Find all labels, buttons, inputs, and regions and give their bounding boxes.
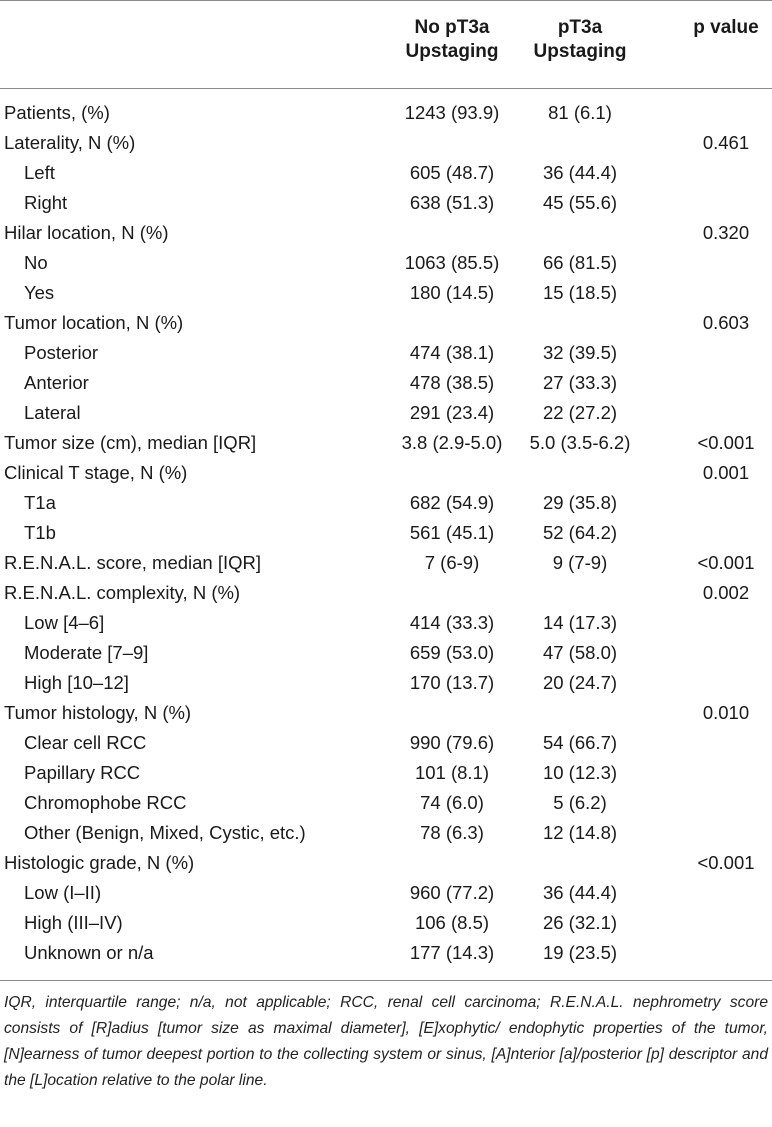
no-upstaging-value: 177 (14.3) — [409, 942, 495, 963]
table-row — [0, 788, 772, 818]
row-label: T1a — [24, 492, 56, 513]
row-label: No — [24, 252, 48, 273]
table-row — [0, 938, 772, 968]
table-row — [0, 668, 772, 698]
table-row — [0, 428, 772, 458]
row-label: High [10–12] — [24, 672, 129, 693]
row-label: Patients, (%) — [4, 102, 110, 123]
data-table — [0, 98, 772, 968]
p-value: <0.001 — [697, 852, 755, 873]
table-row — [0, 608, 772, 638]
table-row — [0, 698, 772, 728]
table-row — [0, 638, 772, 668]
table-row — [0, 218, 772, 248]
upstaging-value: 26 (32.1) — [542, 912, 618, 933]
table-row — [0, 458, 772, 488]
no-upstaging-value: 170 (13.7) — [409, 672, 495, 693]
row-label: Tumor location, N (%) — [4, 312, 184, 333]
upstaging-value: 10 (12.3) — [542, 762, 618, 783]
upstaging-value: 32 (39.5) — [542, 342, 618, 363]
upstaging-value: 14 (17.3) — [542, 612, 618, 633]
upstaging-value: 36 (44.4) — [542, 162, 618, 183]
upstaging-value: 54 (66.7) — [542, 732, 618, 753]
upstaging-value: 27 (33.3) — [542, 372, 618, 393]
row-label: Moderate [7–9] — [24, 642, 149, 663]
no-upstaging-value: 478 (38.5) — [409, 372, 495, 393]
header-upstaging-line2: Upstaging — [533, 41, 627, 62]
table-row — [0, 158, 772, 188]
no-upstaging-value: 180 (14.5) — [409, 282, 495, 303]
row-label: T1b — [24, 522, 56, 543]
row-label: High (III–IV) — [24, 912, 123, 933]
row-label: Left — [24, 162, 55, 183]
upstaging-value: 5.0 (3.5-6.2) — [529, 432, 631, 453]
table-row — [0, 758, 772, 788]
p-value: 0.603 — [702, 312, 750, 333]
table-row — [0, 188, 772, 218]
table-row — [0, 878, 772, 908]
no-upstaging-value: 106 (8.5) — [414, 912, 490, 933]
p-value: 0.001 — [702, 462, 750, 483]
upstaging-value: 22 (27.2) — [542, 402, 618, 423]
table-footnote: IQR, interquartile range; n/a, not applicable; RCC, renal cell carcinoma; R.E.N.A.L. nephrometry score consists of [R]adius [tumor size as maximal diameter], [E]xophytic/ endophytic properties of the tumor, [N]earness of tumor deepest portion to the collecting system or sinus, [A]nterior [a]/posterior [p] descriptor and the [L]ocation relative to the polar line. — [4, 994, 768, 1089]
table-row — [0, 278, 772, 308]
row-label: Posterior — [24, 342, 99, 363]
header-no-upstaging-line1: No pT3a — [414, 17, 490, 38]
upstaging-value: 66 (81.5) — [542, 252, 618, 273]
row-label: Clinical T stage, N (%) — [4, 462, 188, 483]
table-row — [0, 908, 772, 938]
upstaging-value: 29 (35.8) — [542, 492, 618, 513]
row-label: Anterior — [24, 372, 89, 393]
p-value: <0.001 — [697, 432, 755, 453]
no-upstaging-value: 101 (8.1) — [414, 762, 490, 783]
no-upstaging-value: 414 (33.3) — [409, 612, 495, 633]
no-upstaging-value: 74 (6.0) — [420, 792, 484, 813]
header-no-upstaging-line2: Upstaging — [405, 41, 499, 62]
no-upstaging-value: 291 (23.4) — [409, 402, 495, 423]
no-upstaging-value: 1063 (85.5) — [404, 252, 500, 273]
p-value: 0.010 — [702, 702, 750, 723]
no-upstaging-value: 561 (45.1) — [409, 522, 495, 543]
upstaging-value: 19 (23.5) — [542, 942, 618, 963]
no-upstaging-value: 990 (79.6) — [409, 732, 495, 753]
row-label: Other (Benign, Mixed, Cystic, etc.) — [24, 822, 306, 843]
upstaging-value: 81 (6.1) — [548, 102, 612, 123]
row-label: Chromophobe RCC — [24, 792, 187, 813]
table-row — [0, 518, 772, 548]
p-value: 0.320 — [702, 222, 750, 243]
upstaging-value: 20 (24.7) — [542, 672, 618, 693]
row-label: Lateral — [24, 402, 81, 423]
upstaging-value: 47 (58.0) — [542, 642, 618, 663]
table-row — [0, 368, 772, 398]
row-label: Low (I–II) — [24, 882, 102, 903]
upstaging-value: 12 (14.8) — [542, 822, 618, 843]
row-label: Hilar location, N (%) — [4, 222, 169, 243]
no-upstaging-value: 682 (54.9) — [409, 492, 495, 513]
upstaging-value: 5 (6.2) — [553, 792, 607, 813]
table-row — [0, 848, 772, 878]
row-label: Right — [24, 192, 68, 213]
no-upstaging-value: 7 (6-9) — [424, 552, 480, 573]
no-upstaging-value: 605 (48.7) — [409, 162, 495, 183]
row-label: Yes — [24, 282, 55, 303]
row-label: Clear cell RCC — [24, 732, 147, 753]
table-row — [0, 128, 772, 158]
header-p-value-label: p value — [693, 17, 759, 38]
table-row — [0, 548, 772, 578]
table-row — [0, 98, 772, 128]
row-label: Papillary RCC — [24, 762, 141, 783]
header-upstaging — [510, 16, 650, 64]
no-upstaging-value: 3.8 (2.9-5.0) — [401, 432, 503, 453]
table-row — [0, 248, 772, 278]
upstaging-value: 36 (44.4) — [542, 882, 618, 903]
header-upstaging-line1: pT3a — [557, 17, 603, 38]
p-value: 0.002 — [702, 582, 750, 603]
row-label: Laterality, N (%) — [4, 132, 136, 153]
no-upstaging-value: 960 (77.2) — [409, 882, 495, 903]
no-upstaging-value: 638 (51.3) — [409, 192, 495, 213]
header-p-value — [680, 16, 772, 40]
p-value: 0.461 — [702, 132, 750, 153]
no-upstaging-value: 474 (38.1) — [409, 342, 495, 363]
row-label: R.E.N.A.L. score, median [IQR] — [4, 552, 262, 573]
row-label: Tumor size (cm), median [IQR] — [4, 432, 257, 453]
row-label: Histologic grade, N (%) — [4, 852, 195, 873]
table-row — [0, 818, 772, 848]
row-label: Unknown or n/a — [24, 942, 154, 963]
no-upstaging-value: 659 (53.0) — [409, 642, 495, 663]
table-row — [0, 338, 772, 368]
upstaging-value: 52 (64.2) — [542, 522, 618, 543]
row-label: Low [4–6] — [24, 612, 105, 633]
table-row — [0, 488, 772, 518]
bottom-rule — [0, 980, 772, 981]
no-upstaging-value: 78 (6.3) — [420, 822, 484, 843]
upstaging-value: 9 (7-9) — [552, 552, 608, 573]
no-upstaging-value: 1243 (93.9) — [404, 102, 500, 123]
upstaging-value: 15 (18.5) — [542, 282, 618, 303]
p-value: <0.001 — [697, 552, 755, 573]
top-rule — [0, 0, 772, 1]
table-row — [0, 398, 772, 428]
row-label: R.E.N.A.L. complexity, N (%) — [4, 582, 241, 603]
table-row — [0, 308, 772, 338]
row-label: Tumor histology, N (%) — [4, 702, 192, 723]
table-row — [0, 578, 772, 608]
table-row — [0, 728, 772, 758]
upstaging-value: 45 (55.6) — [542, 192, 618, 213]
header-rule — [0, 88, 772, 89]
